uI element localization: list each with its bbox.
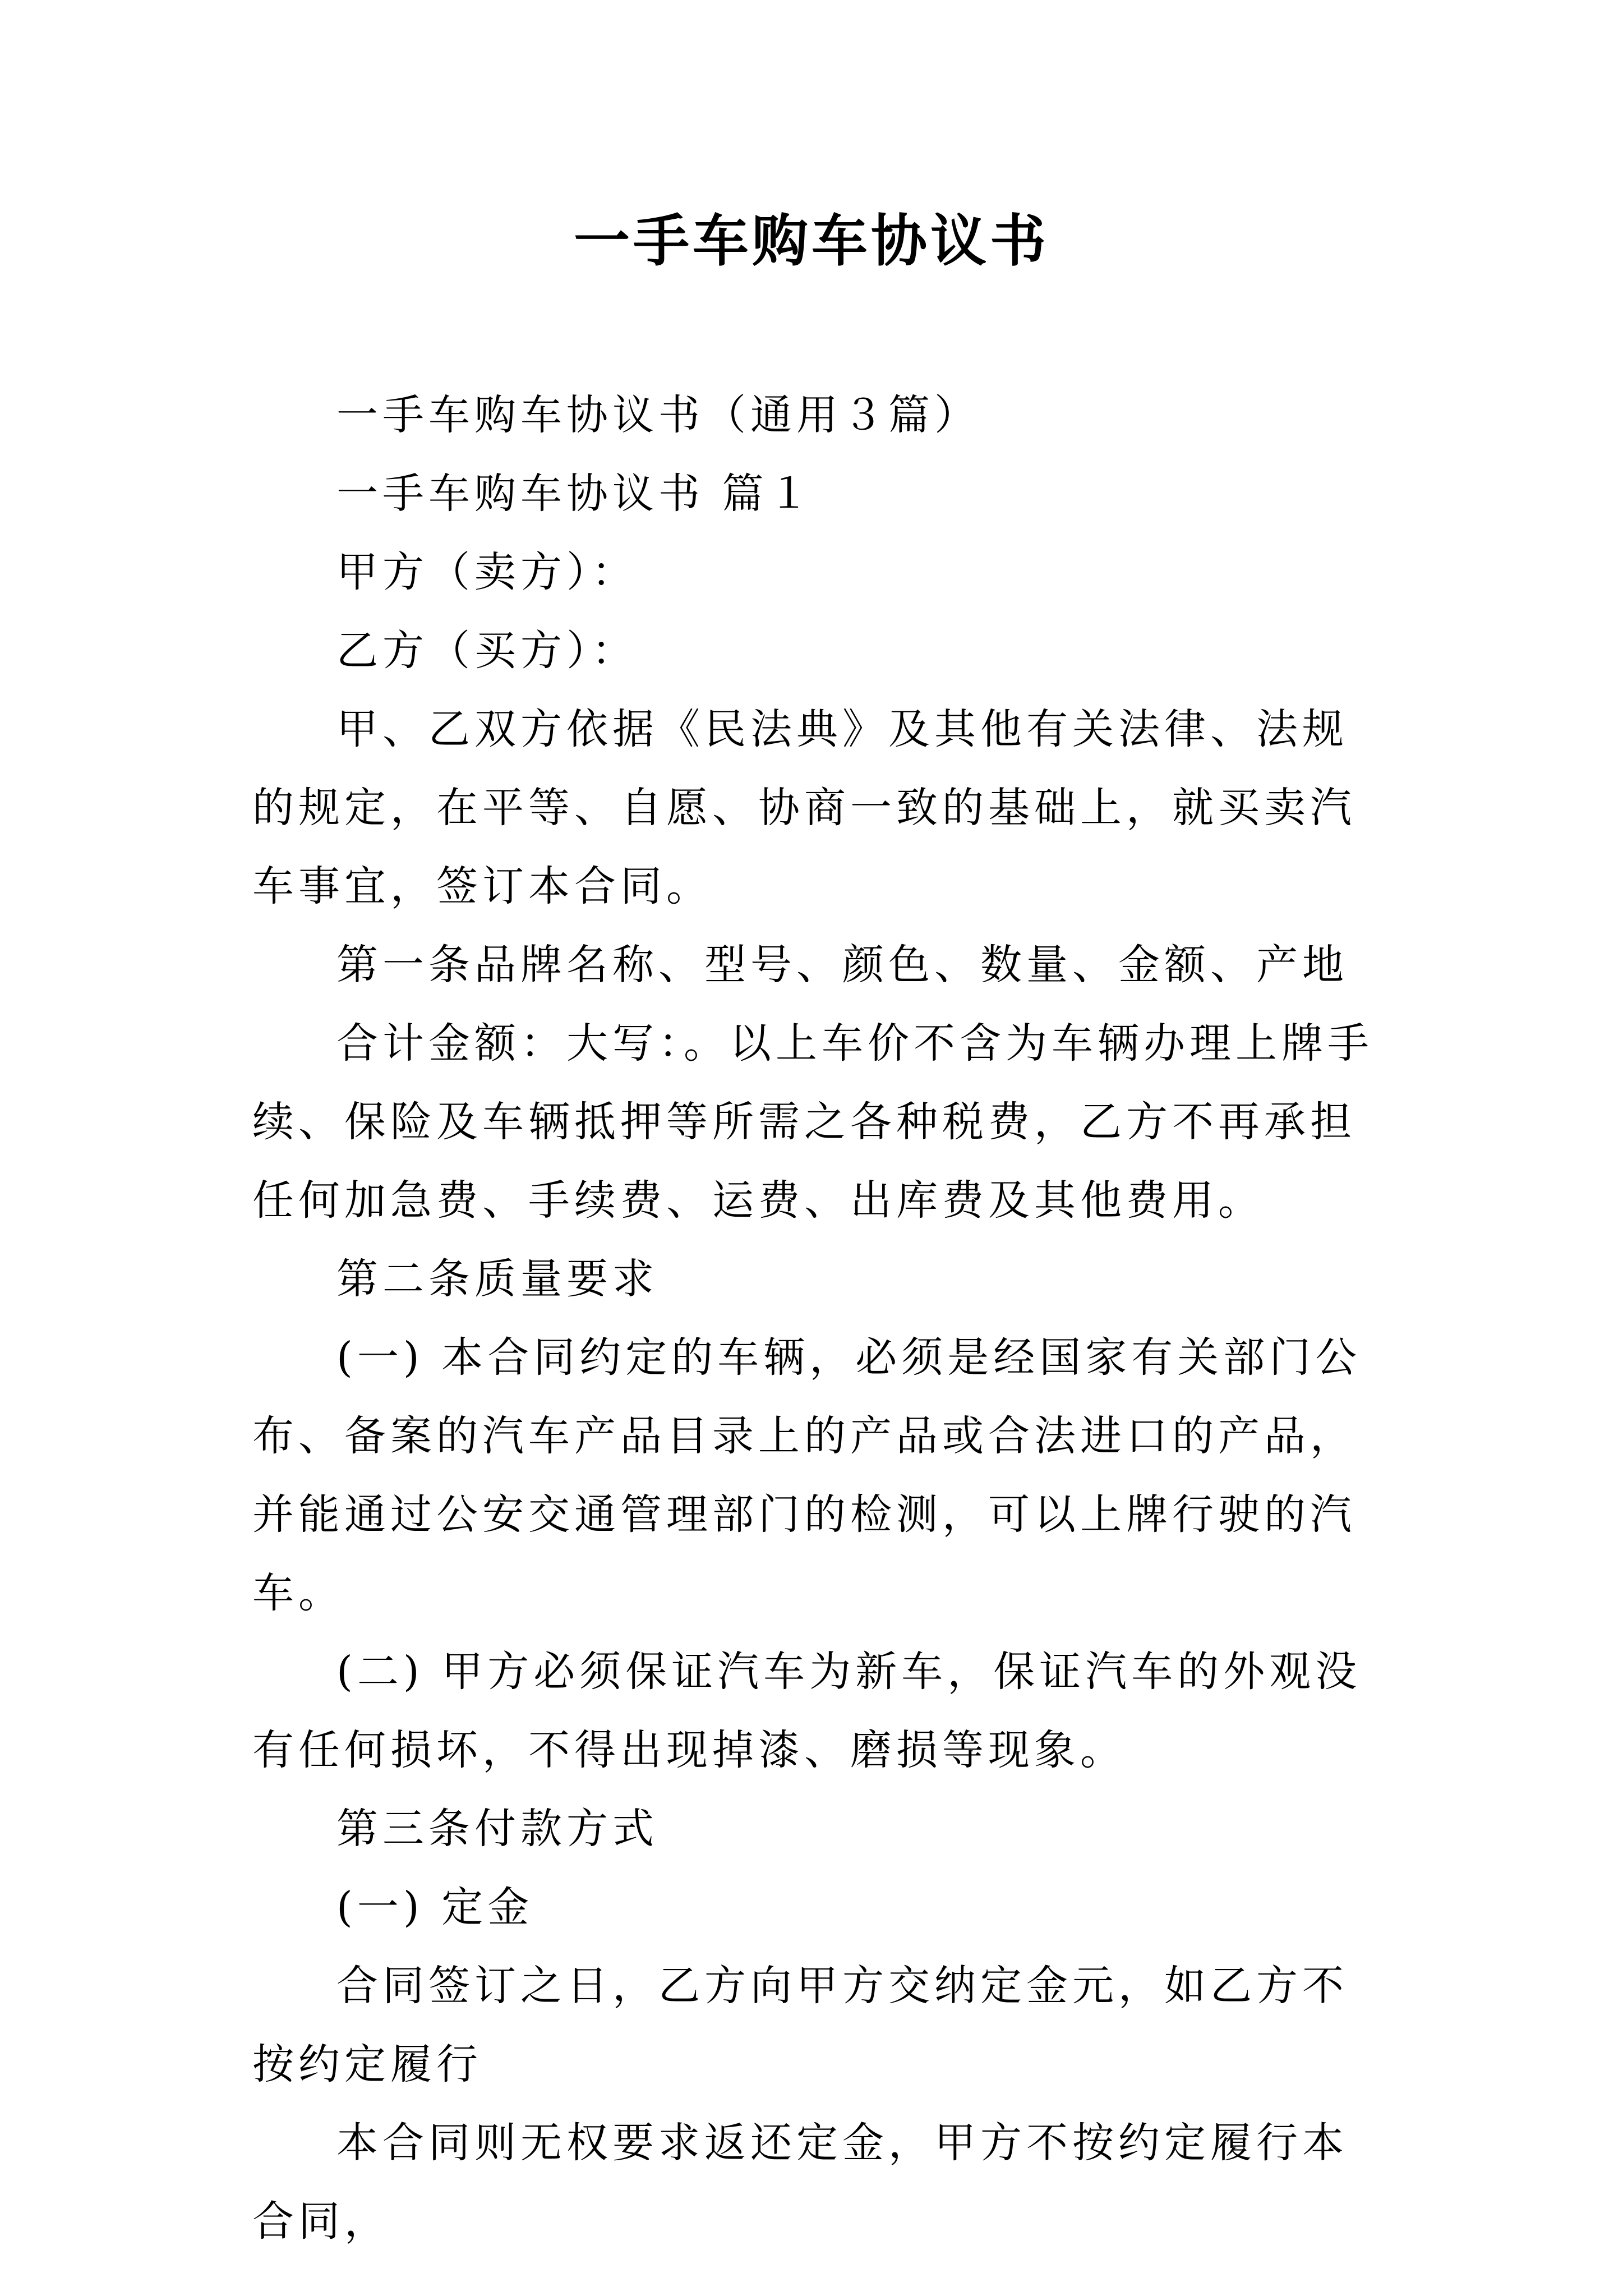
paragraph-total-amount: 合计金额：大写：。以上车价不含为车辆办理上牌手续、保险及车辆抵押等所需之各种税费，乙方不再承担任何加急费、手续费、运费、出库费及其他费用。 [252,1019,1373,1225]
paragraph-party-a: 甲方（卖方）： [336,548,638,596]
paragraph-intro: 甲、乙双方依据《民法典》及其他有关法律、法规的规定，在平等、自愿、协商一致的基础上，就买卖汽车事宜，签订本合同。 [252,705,1356,910]
paragraph-quality-1: (一) 本合同约定的车辆，必须是经国家有关部门公布、备案的汽车产品目录上的产品或合法进口的产品，并能通过公安交通管理部门的检测，可以上牌行驶的汽车。 [252,1333,1362,1617]
paragraph-subtitle: 一手车购车协议书（通用３篇） [336,391,980,439]
paragraph-section-heading: 一手车购车协议书 篇１ [336,470,814,518]
paragraph-quality-2: (二) 甲方必须保证汽车为新车，保证汽车的外观没有任何损坏，不得出现掉漆、磨损等现象。 [252,1648,1362,1774]
document-title: 一手车购车协议书 [574,208,1049,274]
paragraph-deposit-2: 本合同则无权要求返还定金，甲方不按约定履行本合同， [252,2119,1348,2246]
paragraph-deposit-heading: (一) 定金 [336,1883,534,1931]
paragraph-article-1: 第一条品牌名称、型号、颜色、数量、金额、产地 [336,941,1348,989]
paragraph-deposit-1: 合同签订之日，乙方向甲方交纳定金元，如乙方不按约定履行 [252,1962,1348,2088]
paragraph-article-2: 第二条质量要求 [336,1255,658,1303]
document-body [252,376,1385,2261]
paragraph-party-b: 乙方（买方）： [336,627,638,675]
paragraph-article-3: 第三条付款方式 [336,1805,658,1853]
